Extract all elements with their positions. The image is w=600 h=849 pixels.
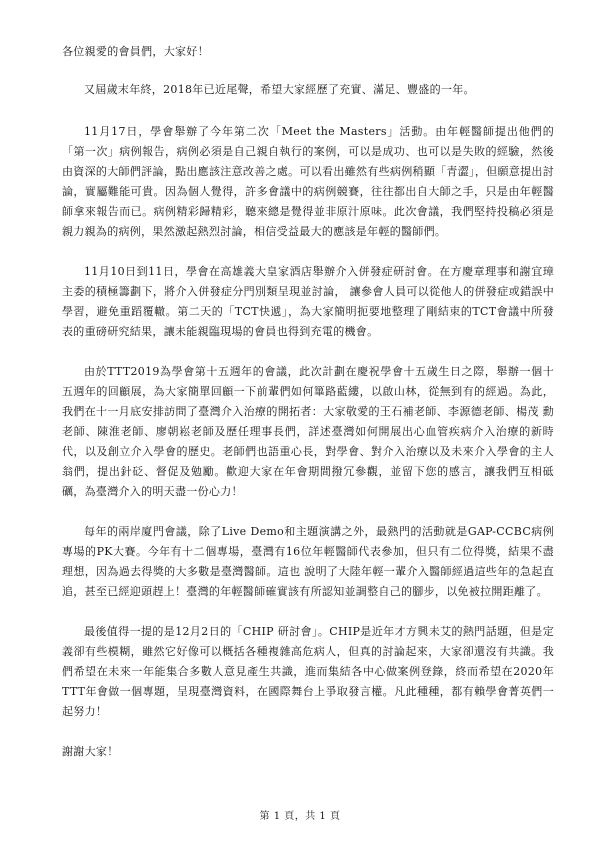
paragraph-year-end: 又屆歲末年終，2018年已近尾聲，希望大家經歷了充實、滿足、豐盛的一年。: [84, 83, 475, 96]
paragraph-meet-the-masters: 11月17日，學會舉辦了今年第二次「Meet the Masters」活動。由年輕醫師提出他們的「第一次」病例報告，病例必須是自己親自執行的案例，可以是成功、也可以是失敗的經驗，然後由資深的大師們評論，點出應該注意改善之處。可以看出雖然有些病例稍顯「青澀」，但願意提出討論，實屬難能可貴。因為個人覺得，許多會議中的病例競賽，往往都出自大師之手，只是由年輕醫師拿來報告而已。病例精彩歸精彩，聽來總是覺得並非原汁原味。此次會議，我們堅持投稿必須是親力親為的病例，果然激起熱烈討論，相信受益最大的應該是年輕的醫師們。: [62, 125, 554, 238]
paragraph-fifteenth-anniversary: 由於TTT2019為學會第十五週年的會議，此次計劃在慶祝學會十五歲生日之際，舉辦一個十五週年的回顧展，為大家簡單回顧一下前輩們如何篳路藍縷，以啟山林，從無到有的經過。為此，我們在十一月底安排訪問了臺灣介入治療的開拓者：大家敬愛的王石補老師、李源德老師、楊茂 勳老師、陳淮老師、廖朝崧老師及歷任理事長們，詳述臺灣如何開展出心血管疾病介入治療的新時代，以及創立介入學會的歷史。老師們也語重心長，對學會、對介入治療以及未來介入學會的主人翁們，提出針砭、督促及勉勵。歡迎大家在年會期間撥冗參觀，並留下您的感言，讓我們互相砥礪，為臺灣介入的明天盡一份心力！: [62, 365, 554, 498]
letter-salutation: 各位親愛的會員們，大家好！: [62, 45, 209, 58]
letter-body: [62, 42, 554, 762]
page-number-footer: 第 1 頁，共 1 頁: [259, 811, 341, 822]
letter-closing: 謝謝大家！: [62, 745, 119, 758]
paragraph-xiamen-meeting: 每年的兩岸廈門會議，除了Live Demo和主題演講之外，最熱門的活動就是GAP-CCBC病例專場的PK大賽。今年有十二個專場，臺灣有16位年輕醫師代表參加，但只有二位得獎，結果不盡理想，因為過去得獎的大多數是臺灣醫師。這也 說明了大陸年輕一輩介入醫師經過這些年的急起直追，甚至已經迎頭趕上！臺灣的年輕醫師確實該有所認知並調整自己的腳步，以免被拉開距離了。: [62, 525, 554, 598]
paragraph-complications-symposium: 11月10日到11日，學會在高雄義大皇家酒店舉辦介入併發症研討會。在方慶章理事和謝宜璋主委的積極籌劃下，將介入併發症分門別類呈現並討論， 讓參會人員可以從他人的併發症或錯誤中學習，避免重蹈覆轍。第二天的「TCT快遞」，為大家簡明扼要地整理了剛結束的TCT會議中所發表的重磅研究結果，讓未能親臨現場的會員也得到充電的機會。: [62, 265, 554, 338]
paragraph-chip-symposium: 最後值得一提的是12月2日的「CHIP 研討會」。CHIP是近年才方興未艾的熱門話題，但是定義卻有些模糊，雖然它好像可以概括各種複雜高危病人，但真的討論起來，大家卻還沒有共識。我們希望在未來一年能集合多數人意見產生共識，進而集結各中心做案例登錄，終而希望在2020年TTT年會做一個專題，呈現臺灣資料，在國際舞台上爭取發言權。凡此種種，都有賴學會菁英們一起努力！: [62, 625, 554, 718]
